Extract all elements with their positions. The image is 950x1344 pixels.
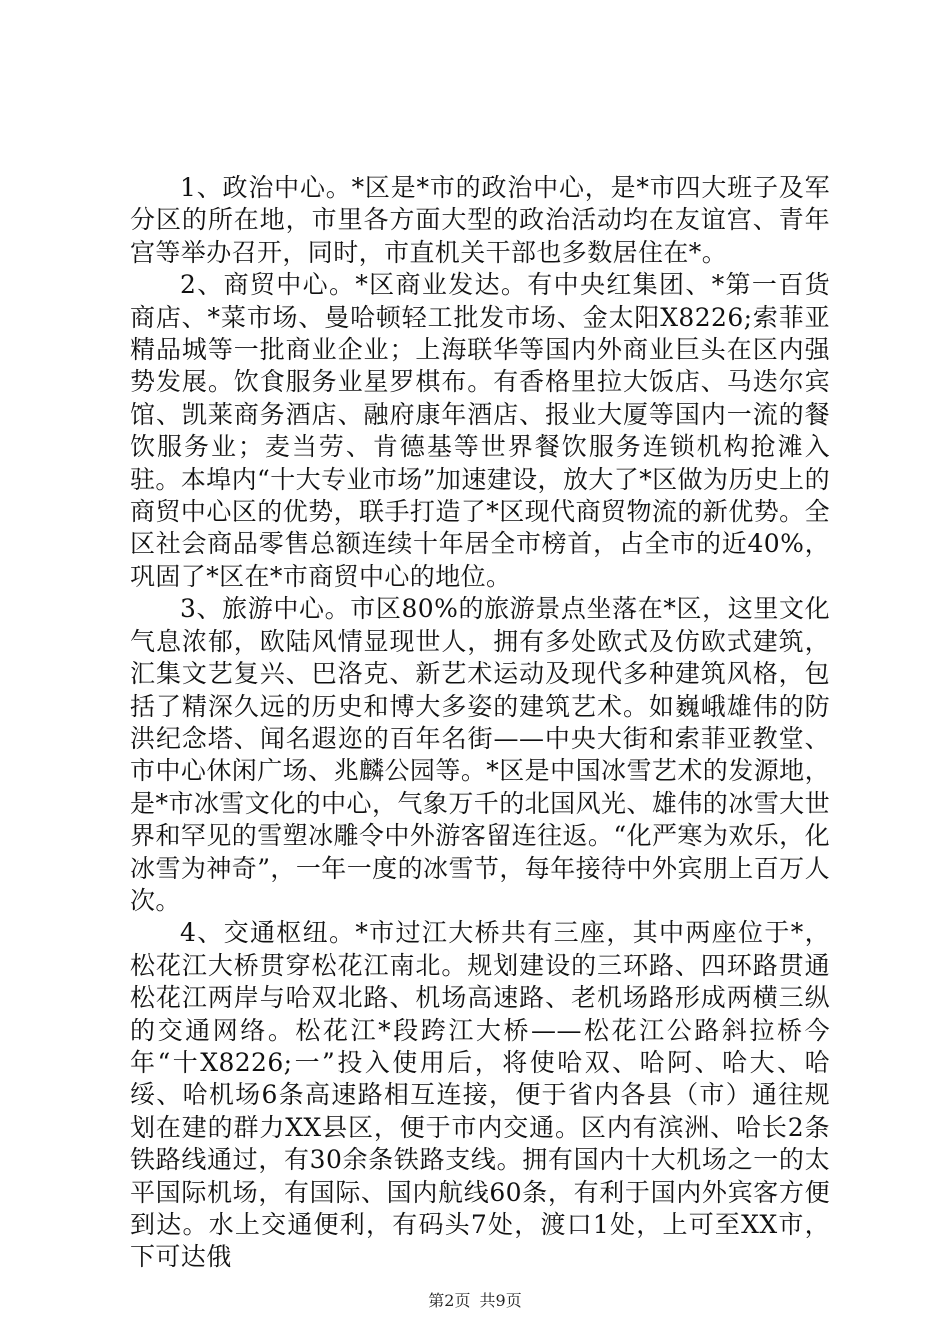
page-footer bbox=[0, 1288, 950, 1311]
document-body bbox=[130, 172, 830, 1274]
page-number: 第2页 bbox=[428, 1291, 471, 1310]
paragraph-tourism-center: 3、旅游中心。市区80%的旅游景点坐落在*区，这里文化气息浓郁，欧陆风情显现世人，拥有多处欧式及仿欧式建筑，汇集文艺复兴、巴洛克、新艺术运动及现代多种建筑风格，包括了精深久远的历史和博大多姿的建筑艺术。如巍峨雄伟的防洪纪念塔、闻名遐迩的百年名街——中央大街和索菲亚教堂、市中心休闲广场、兆麟公园等。*区是中国冰雪艺术的发源地，是*市冰雪文化的中心，气象万千的北国风光、雄伟的冰雪大世界和罕见的雪塑冰雕令中外游客留连往返。“化严寒为欢乐，化冰雪为神奇”，一年一度的冰雪节，每年接待中外宾朋上百万人次。 bbox=[130, 594, 830, 915]
paragraph-transport-hub: 4、交通枢纽。*市过江大桥共有三座，其中两座位于*，松花江大桥贯穿松花江南北。规划建设的三环路、四环路贯通松花江两岸与哈双北路、机场高速路、老机场路形成两横三纵的交通网络。松花江*段跨江大桥——松花江公路斜拉桥今年“十X8226;一”投入使用后，将使哈双、哈阿、哈大、哈绥、哈机场6条高速路相互连接，便于省内各县（市）通往规划在建的群力XX县区，便于市内交通。区内有滨洲、哈长2条铁路线通过，有30余条铁路支线。拥有国内十大机场之一的太平国际机场，有国际、国内航线60条，有利于国内外宾客方便到达。水上交通便利，有码头7处，渡口1处，上可至XX市，下可达俄 bbox=[130, 918, 830, 1272]
paragraph-political-center: 1、政治中心。*区是*市的政治中心，是*市四大班子及军分区的所在地，市里各方面大型的政治活动均在友谊宫、青年宫等举办召开，同时，市直机关干部也多数居住在*。 bbox=[130, 173, 830, 267]
paragraph-commerce-center: 2、商贸中心。*区商业发达。有中央红集团、*第一百货商店、*菜市场、曼哈顿轻工批发市场、金太阳X8226;索菲亚精品城等一批商业企业；上海联华等国内外商业巨头在区内强势发展。饮食服务业星罗棋布。有香格里拉大饭店、马迭尔宾馆、凯莱商务酒店、融府康年酒店、报业大厦等国内一流的餐饮服务业；麦当劳、肯德基等世界餐饮服务连锁机构抢滩入驻。本埠内“十大专业市场”加速建设，放大了*区做为历史上的商贸中心区的优势，联手打造了*区现代商贸物流的新优势。全区社会商品零售总额连续十年居全市榜首，占全市的近40%，巩固了*区在*市商贸中心的地位。 bbox=[130, 270, 830, 591]
page-total: 共9页 bbox=[479, 1291, 522, 1310]
